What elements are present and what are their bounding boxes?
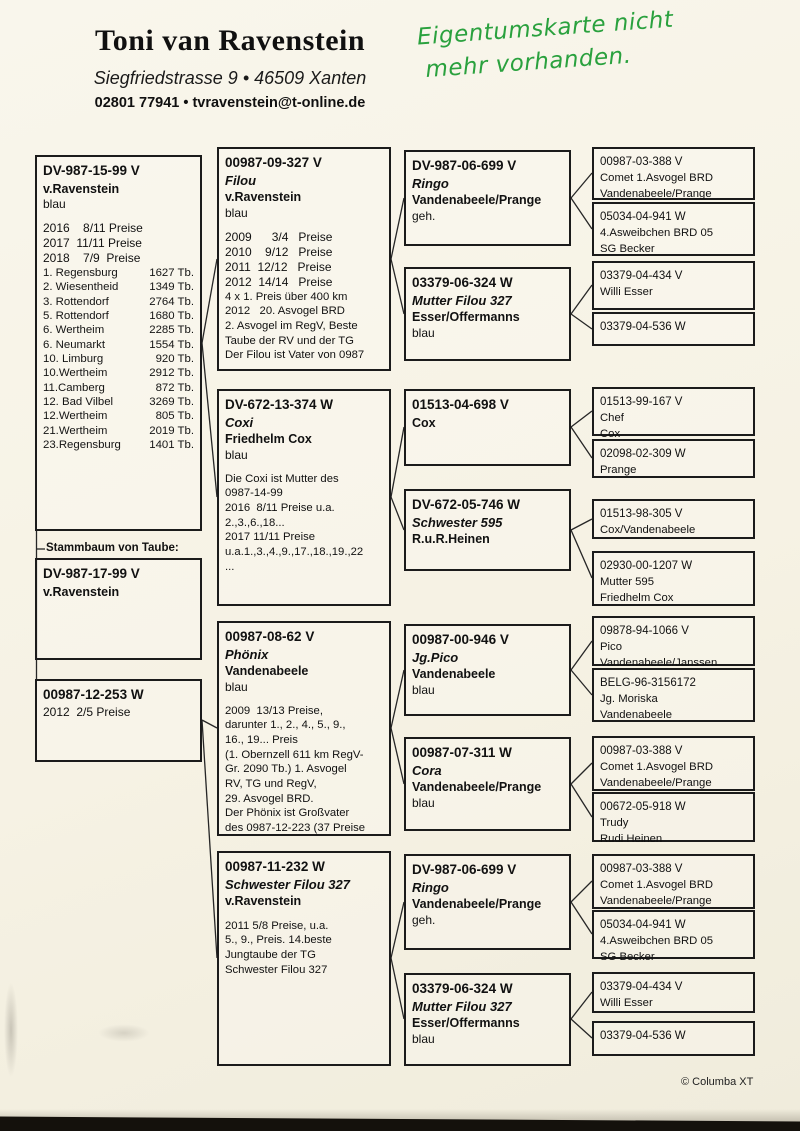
breeder-line: Vandenabeele [225, 664, 309, 679]
detail-line: 4.Asweibchen BRD 05 [600, 935, 714, 948]
detail-line: Gr. 2090 Tb.) 1. Asvogel [225, 763, 347, 776]
detail-line: Prange [600, 464, 637, 477]
pigeon-name: Schwester Filou 327 [225, 876, 350, 892]
detail-line: blau [412, 795, 435, 810]
detail-line: SG Becker [600, 243, 655, 256]
letterhead [30, 24, 430, 111]
breeder-contact: 02801 77941 • tvravenstein@t-online.de [94, 95, 366, 111]
breeder-line: v.Ravenstein [43, 181, 120, 196]
detail-line: blau [225, 205, 248, 220]
ring-number: 09878-94-1066 V [600, 625, 689, 637]
race-name: 10. Limburg [43, 352, 104, 365]
ring-number: DV-987-06-699 V [412, 158, 517, 173]
detail-line: Der Phönix ist Großvater [225, 807, 350, 820]
detail-line [225, 221, 383, 230]
pedigree-box-g3-mutterfilou [404, 267, 571, 361]
result-row [43, 366, 194, 380]
ring-number: DV-672-05-746 W [412, 497, 521, 512]
detail-line: 2. Asvogel im RegV, Beste [225, 320, 358, 333]
detail-line: blau [412, 325, 435, 340]
pedigree-box-g4-5 [592, 387, 755, 441]
detail-line: 2009 13/13 Preise, [225, 704, 323, 717]
detail-line: Cox [600, 428, 621, 441]
race-name: 2. Wiesentheid [43, 281, 119, 294]
ring-number: DV-987-17-99 V [43, 566, 140, 581]
detail-line: Comet 1.Asvogel BRD [600, 761, 714, 774]
detail-line: Mutter 595 [600, 576, 655, 589]
pigeon-name: Ringo [412, 879, 449, 895]
race-name: 3. Rottendorf [43, 295, 109, 308]
detail-line: Jungtaube der TG [225, 949, 316, 962]
detail-line: 2018 7/9 Preise [43, 250, 141, 265]
result-row [43, 309, 194, 323]
ring-number: DV-987-06-699 V [412, 862, 517, 877]
detail-line: Comet 1.Asvogel BRD [600, 172, 714, 185]
ring-number: 00987-08-62 V [225, 629, 315, 644]
ring-number: BELG-96-3156172 [600, 677, 696, 689]
detail-line: geh. [412, 912, 436, 927]
note-line-1: Eigentumskarte nicht [416, 6, 675, 51]
race-name: 21.Wertheim [43, 424, 108, 437]
race-name: 6. Wertheim [43, 324, 105, 337]
result-row [43, 352, 194, 366]
detail-line: Die Coxi ist Mutter des [225, 472, 339, 485]
detail-line: Chef [600, 412, 624, 425]
pedigree-box-g4-10 [592, 668, 755, 722]
breeder-line: v.Ravenstein [225, 190, 302, 205]
pedigree-box-g4-11 [592, 736, 755, 791]
ring-number: 05034-04-941 W [600, 211, 686, 223]
pedigree-box-g2-filou [217, 147, 391, 371]
race-birds-count: 1349 Tb. [149, 281, 194, 294]
detail-line: 2011 5/8 Preise, u.a. [225, 919, 329, 932]
pedigree-box-g2-schwester [217, 851, 391, 1066]
pedigree-box-g4-15 [592, 972, 755, 1013]
ring-number: 00987-03-388 V [600, 156, 683, 168]
detail-line: Willi Esser [600, 997, 653, 1010]
pedigree-box-g3-ringo [404, 150, 571, 246]
detail-line: ... [225, 560, 235, 573]
result-row [43, 424, 194, 438]
ring-number: 03379-04-434 V [600, 981, 683, 993]
detail-line: Vandenabeele/Prange [600, 895, 712, 908]
detail-line: Schwester Filou 327 [225, 963, 328, 976]
pedigree-box-g4-3 [592, 261, 755, 310]
detail-line: Trudy [600, 817, 629, 830]
detail-line: Cox/Vandenabeele [600, 524, 696, 537]
breeder-line: Vandenabeele [412, 667, 496, 682]
pedigree-box-g4-8 [592, 551, 755, 606]
software-credit: © Columba XT [681, 1076, 754, 1088]
pedigree-box-g1-sire [35, 155, 202, 531]
ring-number: 00987-09-327 V [225, 155, 322, 170]
race-birds-count: 920 Tb. [155, 352, 194, 365]
race-birds-count: 872 Tb. [155, 381, 194, 394]
pedigree-box-g3-cox [404, 389, 571, 466]
ring-number: 00987-07-311 W [412, 745, 512, 760]
detail-line: blau [225, 447, 248, 462]
pigeon-name: Phönix [225, 646, 269, 662]
result-row [43, 266, 194, 280]
detail-line: 2011 12/12 Preise [225, 259, 332, 274]
pigeon-name: Mutter Filou 327 [412, 292, 512, 308]
detail-line: Vandenabeele/Janssen [600, 657, 718, 670]
pedigree-box-g3-mutterfilou2 [404, 973, 571, 1066]
detail-line: darunter 1., 2., 4., 5., 9., [225, 719, 346, 732]
race-name: 12. Bad Vilbel [43, 396, 114, 409]
race-birds-count: 1680 Tb. [149, 309, 194, 322]
race-birds-count: 2764 Tb. [149, 295, 194, 308]
pedigree-box-g3-schwester595 [404, 489, 571, 571]
detail-line: 0987-14-99 [225, 487, 283, 500]
pedigree-box-g3-cora [404, 737, 571, 831]
breeder-name: Toni van Ravenstein [94, 24, 366, 57]
ring-number: DV-987-15-99 V [43, 163, 140, 178]
ring-number: 03379-06-324 W [412, 981, 513, 996]
pigeon-name: Schwester 595 [412, 514, 503, 530]
race-name: 23.Regensburg [43, 439, 121, 452]
detail-line: 2.,3.,6.,18... [225, 516, 285, 529]
detail-line: u.a.1.,3.,4.,9.,17.,18.,19.,22 [225, 546, 364, 559]
pedigree-box-g4-7 [592, 499, 755, 539]
detail-line: blau [225, 679, 248, 694]
ring-number: 03379-04-536 W [600, 321, 686, 333]
detail-line: Vandenabeele/Prange [600, 777, 712, 790]
detail-line: RV, TG und RegV, [225, 778, 317, 791]
pigeon-name: Cora [412, 762, 442, 778]
race-name: 6. Neumarkt [43, 338, 106, 351]
detail-line: 2012 2/5 Preise [43, 704, 131, 719]
ring-number: 03379-04-536 W [600, 1030, 686, 1042]
result-row [43, 381, 194, 395]
detail-line [225, 463, 383, 472]
detail-line: Vandenabeele [600, 709, 673, 722]
detail-line [225, 695, 383, 704]
race-name: 11.Camberg [43, 381, 105, 394]
ring-number: 00987-11-232 W [225, 859, 325, 874]
breeder-line: Vandenabeele/Prange [412, 780, 542, 795]
handwritten-note [416, 0, 750, 88]
breeder-line: Friedhelm Cox [225, 432, 312, 447]
note-line-2: mehr vorhanden. [424, 43, 633, 84]
race-name: 1. Regensburg [43, 266, 118, 279]
detail-line: 2009 3/4 Preise [225, 229, 333, 244]
pedigree-box-g4-16 [592, 1021, 755, 1056]
ring-number: 01513-04-698 V [412, 397, 509, 412]
ring-number: 00987-03-388 V [600, 745, 683, 757]
breeder-line: Cox [412, 415, 436, 430]
pigeon-name: Coxi [225, 414, 254, 430]
pedigree-box-g1-dam [35, 679, 202, 762]
pedigree-box-g2-coxi [217, 389, 391, 606]
ring-number: 05034-04-941 W [600, 919, 686, 931]
ring-number: 01513-98-305 V [600, 508, 683, 520]
detail-line: SG Becker [600, 951, 655, 964]
result-row [43, 295, 194, 309]
result-row [43, 438, 194, 452]
pigeon-name: Jg.Pico [412, 649, 459, 665]
breeder-line: v.Ravenstein [225, 894, 302, 909]
pigeon-name: Mutter Filou 327 [412, 998, 512, 1014]
detail-line: 2017 11/11 Preise [225, 531, 316, 544]
pedigree-box-g4-13 [592, 854, 755, 909]
race-birds-count: 1401 Tb. [149, 439, 194, 452]
race-birds-count: 2285 Tb. [149, 324, 194, 337]
ring-number: 00987-03-388 V [600, 863, 683, 875]
ring-number: 00987-12-253 W [43, 687, 144, 702]
pedigree-box-g4-4 [592, 312, 755, 346]
detail-line [43, 212, 194, 221]
detail-line: 29. Asvogel BRD. [225, 792, 314, 805]
detail-line: Willi Esser [600, 286, 653, 299]
race-birds-count: 1554 Tb. [149, 338, 194, 351]
pedigree-box-g4-12 [592, 792, 755, 846]
detail-line: Comet 1.Asvogel BRD [600, 879, 714, 892]
detail-line: 4 x 1. Preis über 400 km [225, 290, 348, 303]
race-birds-count: 2912 Tb. [149, 367, 194, 380]
detail-line: 16., 19... Preis [225, 734, 298, 747]
detail-line: Taube der RV und der TG [225, 334, 354, 347]
ring-number: 00672-05-918 W [600, 801, 686, 813]
detail-line: 2017 11/11 Preise [43, 235, 142, 250]
pedigree-box-g2-phoenix [217, 621, 391, 836]
breeder-line: Esser/Offermanns [412, 310, 520, 325]
detail-line: Jg. Moriska [600, 693, 658, 706]
detail-line: Vandenabeele/Prange [600, 188, 712, 201]
pedigree-box-g3-ringo2 [404, 854, 571, 950]
race-name: 5. Rottendorf [43, 309, 109, 322]
detail-line: (1. Obernzell 611 km RegV- [225, 748, 364, 761]
breeder-line: v.Ravenstein [43, 584, 120, 599]
detail-line: Der Filou ist Vater von 0987 [225, 349, 365, 362]
detail-line [225, 910, 383, 919]
scan-smudge-artifact [4, 982, 18, 1078]
detail-line: blau [412, 1031, 435, 1046]
ring-number: 02098-02-309 W [600, 448, 686, 460]
pigeon-name: Ringo [412, 175, 449, 191]
breeder-line: Vandenabeele/Prange [412, 193, 542, 208]
pedigree-box-g4-1 [592, 147, 755, 200]
pedigree-box-g4-2 [592, 202, 755, 256]
detail-line: Pico [600, 641, 622, 654]
breeder-line: Esser/Offermanns [412, 1016, 520, 1031]
race-birds-count: 2019 Tb. [149, 424, 194, 437]
pedigree-box-g3-jgpico [404, 624, 571, 716]
breeder-line: Vandenabeele/Prange [412, 897, 542, 912]
race-birds-count: 1627 Tb. [149, 266, 194, 279]
pedigree-box-g4-9 [592, 616, 755, 670]
result-row [43, 409, 194, 423]
detail-line: 4.Asweibchen BRD 05 [600, 227, 714, 240]
pedigree-box-g4-14 [592, 910, 755, 964]
detail-line: Friedhelm Cox [600, 592, 674, 605]
pedigree-box-g4-6 [592, 439, 755, 478]
detail-line: 2016 8/11 Preise [43, 220, 143, 235]
result-row [43, 323, 194, 337]
race-birds-count: 3269 Tb. [149, 396, 194, 409]
detail-line: 2012 20. Asvogel BRD [225, 305, 345, 318]
detail-line: 2010 9/12 Preise [225, 244, 333, 259]
scan-smudge-artifact [98, 1024, 150, 1042]
pedigree-box-g1-subject [35, 558, 202, 660]
breeder-address: Siegfriedstrasse 9 • 46509 Xanten [93, 68, 367, 88]
ring-number: 02930-00-1207 W [600, 560, 693, 572]
breeder-line: R.u.R.Heinen [412, 532, 490, 547]
detail-line: blau [43, 196, 66, 211]
pigeon-name: Filou [225, 172, 257, 188]
ring-number: 03379-06-324 W [412, 275, 513, 290]
detail-line: 2016 8/11 Preise u.a. [225, 502, 335, 515]
ring-number: 03379-04-434 V [600, 270, 683, 282]
stammbaum-label: Stammbaum von Taube: [46, 542, 179, 554]
detail-line: blau [412, 682, 435, 697]
detail-line: des 0987-12-223 (37 Preise [225, 822, 366, 835]
race-name: 12.Wertheim [43, 410, 108, 423]
result-row [43, 280, 194, 294]
ring-number: DV-672-13-374 W [225, 397, 334, 412]
detail-line: Rudi Heinen [600, 833, 663, 846]
result-row [43, 395, 194, 409]
detail-line: geh. [412, 208, 436, 223]
ring-number: 01513-99-167 V [600, 396, 683, 408]
detail-line: 5., 9., Preis. 14.beste [225, 934, 332, 947]
ring-number: 00987-00-946 V [412, 632, 509, 647]
race-birds-count: 805 Tb. [155, 410, 194, 423]
result-row [43, 338, 194, 352]
race-name: 10.Wertheim [43, 367, 108, 380]
detail-line: 2012 14/14 Preise [225, 274, 333, 289]
